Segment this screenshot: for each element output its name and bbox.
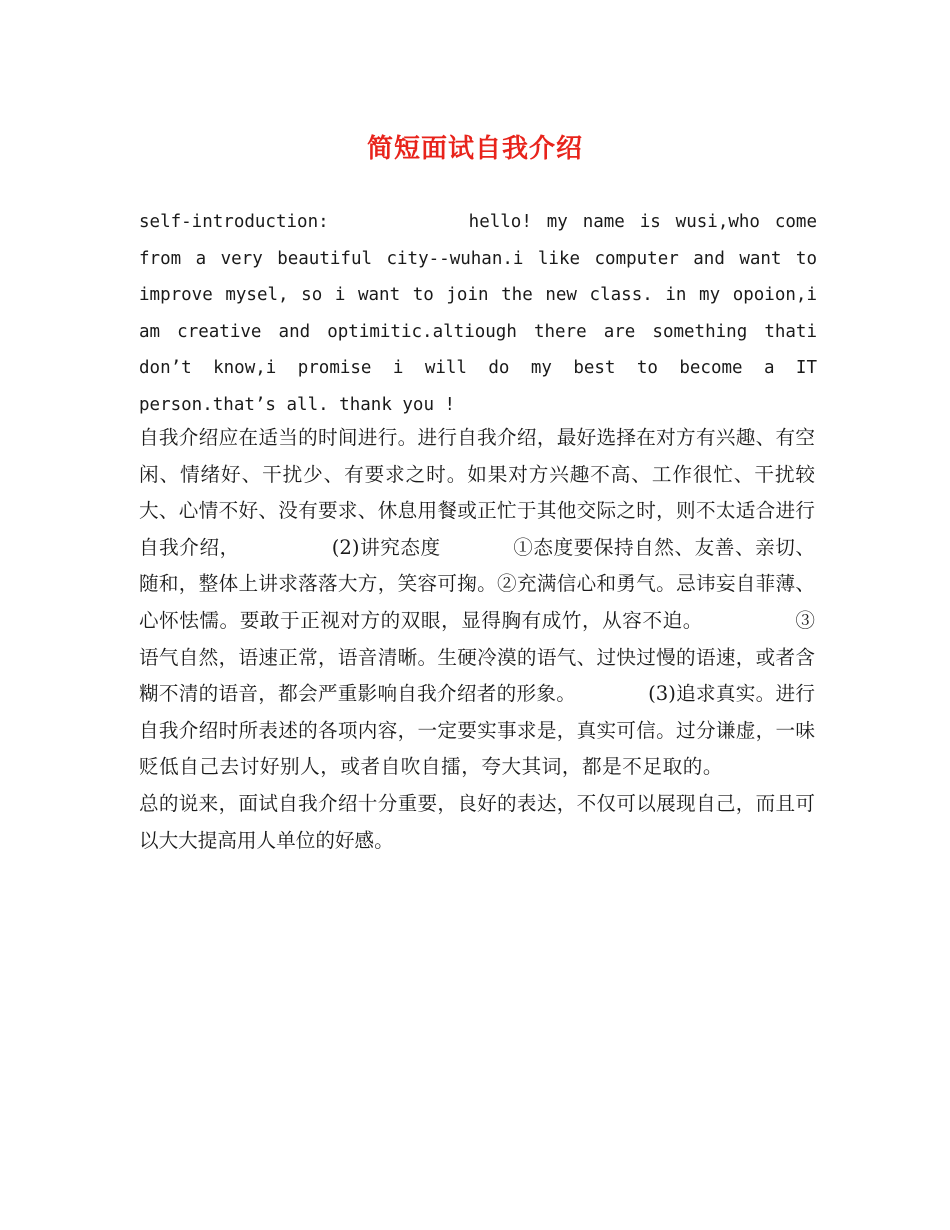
truthfulness-paragraph: (3)追求真实。进行自我介绍时所表述的各项内容，一定要实事求是，真实可信。过分谦虚，一味贬低自己去讨好别人，或者自吹自擂，夸大其词，都是不足取的。 [139,682,816,779]
introduction-label: self-introduction: [139,212,329,232]
timing-paragraph: 自我介绍应在适当的时间进行。进行自我介绍，最好选择在对方有兴趣、有空闲、情绪好、干扰少、有要求之时。如果对方兴趣不高、工作很忙、干扰较大、心情不好、没有要求、休息用餐或正忙于其他交际之时，则不太适合进行自我介绍， [139,426,815,559]
introduction-text: hello! my name is wusi,who come from a very beautiful city--wuhan.i like computer and want to improve mysel, so i want to join the new class. in my opoion,i am creative and optimitic.altiough there are something thati don’t know,i promise i will do my best to become a IT person.that’s all. thank you ! [139,212,817,415]
attitude-point-2: ②充满信心和勇气。忌讳妄自菲薄、心怀怯懦。要敢于正视对方的双眼，显得胸有成竹，从容不迫。 [139,572,816,632]
attitude-point-1: ①态度要保持自然、友善、亲切、随和，整体上讲求落落大方，笑容可掬。 [139,535,815,596]
chinese-guidance [139,420,815,859]
attitude-heading: (2)讲究态度 [331,535,441,559]
english-introduction [139,204,817,423]
conclusion-paragraph: 总的说来，面试自我介绍十分重要，良好的表达，不仅可以展现自己，而且可以大大提高用人单位的好感。 [139,791,815,852]
page-title: 简短面试自我介绍 [366,134,583,164]
attitude-point-3: ③语气自然，语速正常，语音清晰。生硬冷漠的语气、过快过慢的语速，或者含糊不清的语音，都会严重影响自我介绍者的形象。 [139,608,816,706]
